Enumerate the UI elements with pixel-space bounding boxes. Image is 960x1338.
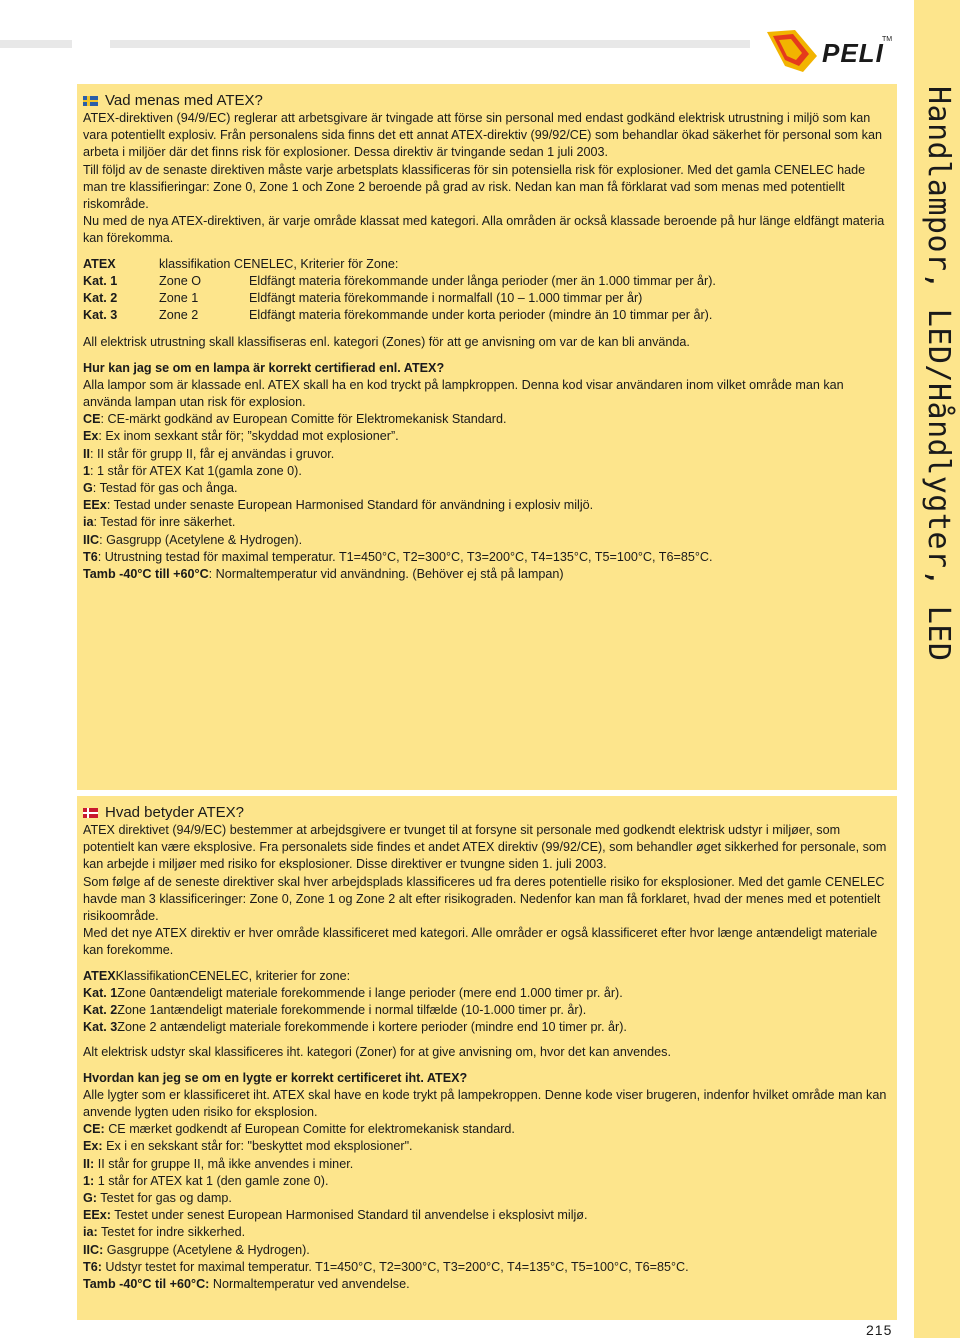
definition-text: Normaltemperatur ved anvendelse. xyxy=(209,1277,410,1292)
definition-text: Testet for indre sikkerhed. xyxy=(97,1225,246,1240)
swedish-flag-icon xyxy=(83,96,98,106)
definition-text: : Utrustning testad för maximal temperatur. T1=450°C, T2=300°C, T3=200°C, T4=135°C, T5=100°C, T6=85°C. xyxy=(97,549,713,564)
definition-text: Testet for gas og damp. xyxy=(97,1191,232,1206)
da-definition xyxy=(83,1259,889,1276)
da-paragraph-3: Med det nye ATEX direktiv er hver område klassificeret med kategori. Alle områder er også klassificeret efter hvor længe antændeligt materiale kan forekomme. xyxy=(83,926,878,958)
sv-paragraph-1: ATEX-direktiven (94/9/EC) reglerar att arbetsgivare är tvingade att förse sin personal med endast godkänd elektrisk utrustning i miljö som kan vara potentiellt explosiv. Från personalens sida finns det ett annat ATEX-direktiv (99/92/CE) som behandlar ökad säkerhet för personal som kan arbeta i miljöer där det finns risk för explosioner. Dessa direktiv är tvingande sedan 1 juli 2003. xyxy=(83,111,882,160)
brand-name: PELI xyxy=(822,38,884,68)
sv-table-cell: Kat. 1 xyxy=(83,273,118,288)
sv-paragraph-4: All elektrisk utrustning skall klassifiseras enl. kategori (Zones) för att ge anvisning om var de kan bli använda. xyxy=(83,335,690,350)
definition-text: : Ex inom sexkant står för; ”skyddad mot explosioner”. xyxy=(98,429,399,444)
sv-table-row xyxy=(83,307,889,324)
swedish-section xyxy=(77,84,897,790)
sv-table-cell: Eldfängt materia förekommande i normalfall (10 – 1.000 timmar per år) xyxy=(249,291,643,306)
da-heading xyxy=(83,804,889,822)
sv-definition xyxy=(83,463,889,480)
sv-table-row xyxy=(83,256,889,273)
definition-term: CE xyxy=(83,412,101,427)
sv-table-cell: Eldfängt materia förekommande under långa perioder (mer än 1.000 timmar per år). xyxy=(249,273,716,288)
definition-term: ia: xyxy=(83,1225,98,1240)
da-definition xyxy=(83,1242,889,1259)
sv-table-cell: Kat. 3 xyxy=(83,308,118,323)
da-table-row xyxy=(83,968,889,985)
sv-definition xyxy=(83,446,889,463)
definition-text: Gasgruppe (Acetylene & Hydrogen). xyxy=(103,1242,310,1257)
definition-text: CE mærket godkendt af European Comitte for elektromekanisk standard. xyxy=(104,1122,515,1137)
definition-term: T6 xyxy=(83,549,98,564)
definition-term: Tamb -40°C til +60°C: xyxy=(83,1277,210,1292)
definition-term: EEx xyxy=(83,498,107,513)
danish-section xyxy=(77,796,897,1320)
definition-text: : Testad för gas och ånga. xyxy=(92,481,238,496)
sv-definition xyxy=(83,514,889,531)
sv-heading-text: Vad menas med ATEX? xyxy=(105,92,263,109)
definition-text: : Testad för inre säkerhet. xyxy=(93,515,236,530)
definition-text: : CE-märkt godkänd av European Comitte för Elektromekanisk Standard. xyxy=(100,412,507,427)
da-table-cell: KlassifikationCENELEC, kriterier for zone: xyxy=(115,968,351,983)
sv-table-cell: Zone 2 xyxy=(159,308,199,323)
definition-text: : II står för grupp II, får ej användas i gruvor. xyxy=(90,446,335,461)
sv-question: Hur kan jag se om en lampa är korrekt certifierad enl. ATEX? xyxy=(83,360,445,375)
sv-definition xyxy=(83,428,889,445)
sv-table-row xyxy=(83,273,889,290)
definition-term: G xyxy=(83,481,93,496)
definition-text: : 1 står för ATEX Kat 1(gamla zone 0). xyxy=(90,463,302,478)
definition-term: T6: xyxy=(83,1259,102,1274)
sv-definition xyxy=(83,566,889,583)
da-table-row xyxy=(83,1019,889,1036)
definition-text: Testet under senest European Harmonised Standard til anvendelse i eksplosivt miljø. xyxy=(111,1208,588,1223)
da-table-cell: Kat. 3 xyxy=(83,1020,118,1035)
definition-term: ia xyxy=(83,515,94,530)
definition-term: II: xyxy=(83,1156,95,1171)
da-definition xyxy=(83,1121,889,1138)
sv-definition xyxy=(83,549,889,566)
da-question: Hvordan kan jeg se om en lygte er korrekt certificeret iht. ATEX? xyxy=(83,1070,468,1085)
da-table-row xyxy=(83,985,889,1002)
da-definition xyxy=(83,1207,889,1224)
definition-text: : Normaltemperatur vid användning. (Behöver ej stå på lampan) xyxy=(208,567,564,582)
sv-paragraph-5: Alla lampor som är klassade enl. ATEX skall ha en kod tryckt på lampkroppen. Denna kod visar användaren inom vilket område man kan använda lampan utan risk för explosion. xyxy=(83,377,844,410)
brand-trademark: TM xyxy=(882,36,893,43)
header-rule xyxy=(110,40,750,48)
definition-text: II står for gruppe II, må ikke anvendes i miner. xyxy=(94,1156,354,1171)
definition-term: IIC xyxy=(83,532,100,547)
sv-table-cell: ATEX xyxy=(83,256,116,271)
page-number: 215 xyxy=(866,1322,893,1338)
da-definition xyxy=(83,1173,889,1190)
definition-term: Ex: xyxy=(83,1139,103,1154)
da-definition xyxy=(83,1156,889,1173)
sv-table-cell: Zone O xyxy=(159,273,201,288)
da-table-cell: Kat. 1 xyxy=(83,985,118,1000)
definition-text: Udstyr testet for maximal temperatur. T1=450°C, T2=300°C, T3=200°C, T4=135°C, T5=100°C, T6=85°C. xyxy=(101,1259,689,1274)
sv-paragraph-2: Till följd av de senaste direktiven måste varje arbetsplats klassificeras för sin potensiella risk för explosioner. Med det gamla CENELEC hade man tre klassifieringar: Zone 0, Zone 1 och Zone 2 beroende på grad av risk. Nedan kan man få förklarat vad som menas med potentiellt riskområde. xyxy=(83,162,866,212)
side-title xyxy=(914,86,960,696)
da-paragraph-4: Alt elektrisk udstyr skal klassificeres iht. kategori (Zoner) for at give anvisning om, hvor det kan anvendes. xyxy=(83,1045,671,1060)
sv-table-cell: klassifikation CENELEC, Kriterier för Zone: xyxy=(159,256,399,271)
sv-table-row xyxy=(83,290,889,307)
definition-term: EEx: xyxy=(83,1208,111,1223)
definition-term: Tamb -40°C till +60°C xyxy=(83,567,209,582)
definition-term: IIC: xyxy=(83,1242,104,1257)
definition-text: Ex i en sekskant står for: "beskyttet mod eksplosioner". xyxy=(102,1139,413,1154)
sv-table-cell: Eldfängt materia förekommande under korta perioder (mindre än 10 timmar per år). xyxy=(249,308,713,323)
da-table-cell: Zone 0antændeligt materiale forekommende i lange perioder (mere end 1.000 timer pr. år). xyxy=(117,985,623,1000)
da-paragraph-1: ATEX direktivet (94/9/EC) bestemmer at arbejdsgivere er tvunget til at forsyne sit personale med godkendt elektrisk udstyr i miljøer, som potentielt kan være eksplosive. Fra personalets side findes et andet ATEX direktiv (99/92/CE), som behandler øget sikkerhed for personale, som kan arbejde i miljøer med risiko for eksplosioner. Disse direktiver er tvungne siden 1. juli 2003. xyxy=(83,823,887,872)
sv-table-cell: Zone 1 xyxy=(159,291,199,306)
definition-term: G: xyxy=(83,1191,97,1206)
danish-flag-icon xyxy=(83,808,98,818)
da-table-cell: Zone 2 antændeligt materiale forekommende i kortere perioder (mindre end 10 timer pr. år). xyxy=(117,1020,627,1035)
definition-term: CE: xyxy=(83,1122,105,1137)
sv-definition xyxy=(83,497,889,514)
definition-term: 1 xyxy=(83,463,91,478)
da-table-cell: Kat. 2 xyxy=(83,1003,118,1018)
da-paragraph-5: Alle lygter som er klassificeret iht. ATEX skal have en kode trykt på lampekroppen. Denne kode viser brugeren, indenfor hvilket område man kan anvende lygten uden risiko for eksplosion. xyxy=(83,1087,887,1120)
definition-term: 1: xyxy=(83,1173,95,1188)
da-definition xyxy=(83,1276,889,1293)
da-heading-text: Hvad betyder ATEX? xyxy=(105,804,244,821)
side-title-text: Handlampor, LED/Håndlygter, LED xyxy=(921,86,956,662)
definition-term: II xyxy=(83,446,90,461)
da-table-cell: Zone 1antændeligt materiale forekommende i normal tilfælde (10-1.000 timer pr. år). xyxy=(117,1003,587,1018)
da-definition xyxy=(83,1138,889,1155)
da-table-cell: ATEX xyxy=(83,968,116,983)
da-definition xyxy=(83,1190,889,1207)
sv-definition xyxy=(83,480,889,497)
da-paragraph-2: Som følge af de seneste direktiver skal hver arbejdsplads klassificeres ud fra deres potentielle risiko for eksplosioner. Med det gamle CENELEC havde man 3 klassificeringer: Zone 0, Zone 1 og Zone 2 alt efter risikograden. Nedenfor kan man få forklaret, hvad der menes med et potentielt risikoområde. xyxy=(83,874,885,924)
da-definition xyxy=(83,1224,889,1241)
sv-definition xyxy=(83,411,889,428)
definition-term: Ex xyxy=(83,429,99,444)
sv-paragraph-3: Nu med de nya ATEX-direktiven, är varje område klassat med kategori. Alla områden är också klassade beroende på hur länge eldfängt materia kan förekomma. xyxy=(83,214,885,246)
definition-text: : Gasgrupp (Acetylene & Hydrogen). xyxy=(99,532,303,547)
header-rule-left xyxy=(0,40,72,48)
sv-definition xyxy=(83,532,889,549)
definition-text: 1 står for ATEX kat 1 (den gamle zone 0). xyxy=(94,1173,329,1188)
sv-table-cell: Kat. 2 xyxy=(83,291,118,306)
definition-text: : Testad under senaste European Harmonised Standard för användning i explosiv miljö. xyxy=(106,498,594,513)
da-table-row xyxy=(83,1002,889,1019)
sv-heading xyxy=(83,92,889,110)
